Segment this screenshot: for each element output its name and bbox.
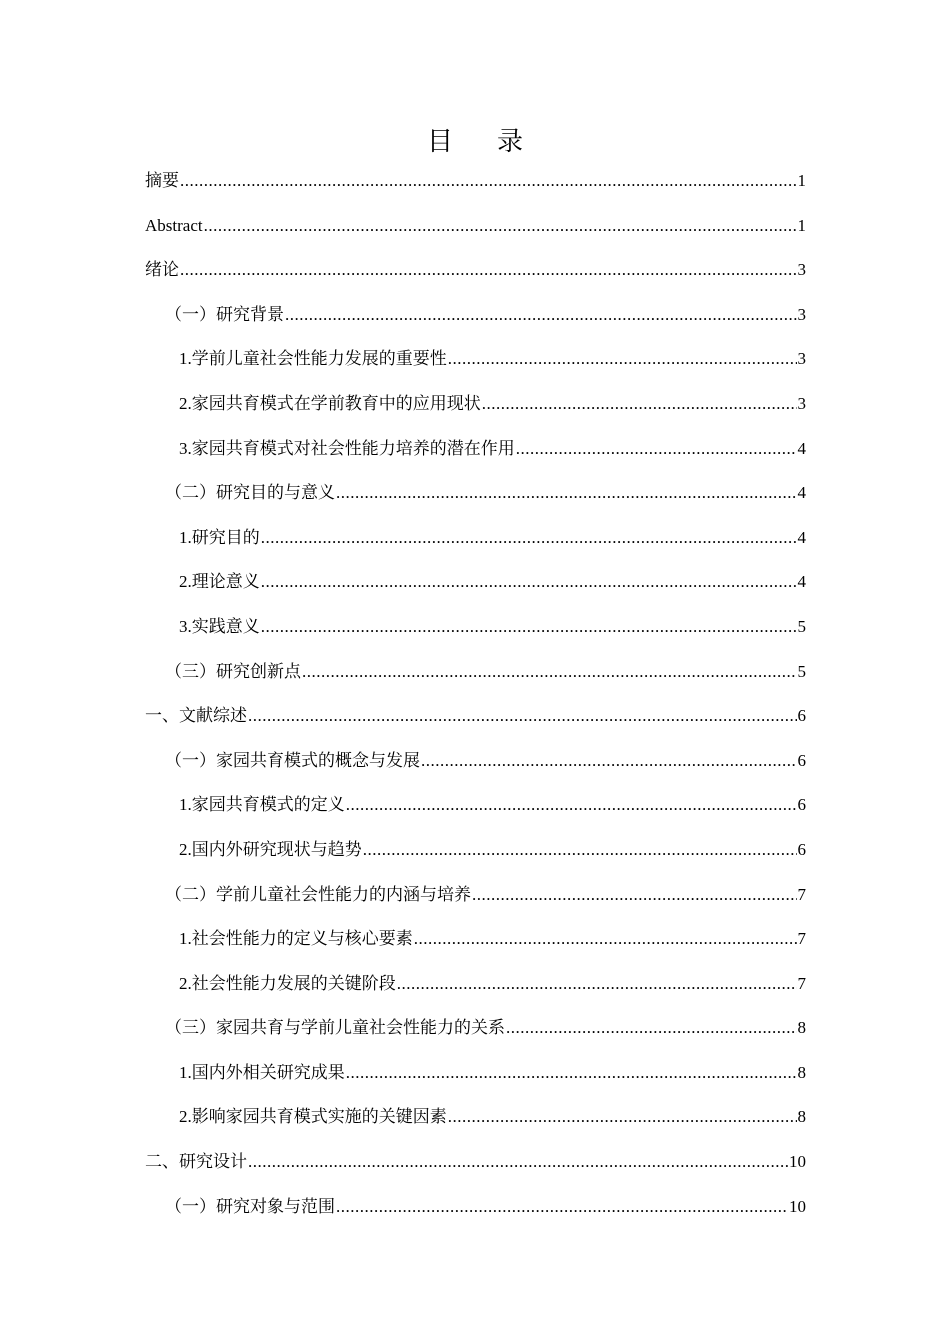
toc-entry-label: （二）研究目的与意义	[165, 483, 335, 503]
toc-entry-label: 1.研究目的	[179, 527, 260, 547]
toc-entry[interactable]	[145, 257, 806, 302]
toc-leader-dots	[421, 748, 797, 774]
toc-entry-page-number: 4	[797, 572, 806, 592]
toc-title: 目录	[426, 127, 567, 157]
toc-entry-page-number: 8	[797, 1062, 806, 1082]
toc-entry-label: 2.影响家园共育模式实施的关键因素	[179, 1107, 447, 1127]
toc-entry-page-number: 7	[797, 929, 806, 949]
toc-entry-label: （三）家园共育与学前儿童社会性能力的关系	[165, 1018, 505, 1038]
toc-entry-label: 1.国内外相关研究成果	[179, 1062, 345, 1082]
toc-entry-label: 2.家园共育模式在学前教育中的应用现状	[179, 393, 481, 413]
toc-entry[interactable]	[145, 1194, 806, 1239]
toc-entry-label: 二、研究设计	[145, 1152, 247, 1172]
toc-leader-dots	[363, 837, 797, 863]
toc-leader-dots	[397, 971, 797, 997]
toc-entry[interactable]	[145, 391, 806, 436]
toc-leader-dots	[261, 614, 797, 640]
toc-entry-page-number: 4	[797, 527, 806, 547]
toc-entry-page-number: 3	[797, 260, 806, 280]
toc-leader-dots	[346, 792, 797, 818]
toc-entry-page-number: 8	[797, 1107, 806, 1127]
toc-entry[interactable]	[145, 213, 806, 258]
toc-entry-label: （一）研究背景	[165, 304, 284, 324]
toc-entry-page-number: 6	[797, 750, 806, 770]
toc-leader-dots	[448, 346, 797, 372]
toc-entry-page-number: 10	[789, 1152, 806, 1172]
toc-entry[interactable]	[145, 748, 806, 793]
toc-entry-page-number: 4	[797, 483, 806, 503]
toc-leader-dots	[516, 436, 797, 462]
toc-entry-page-number: 5	[797, 661, 806, 681]
toc-leader-dots	[248, 703, 797, 729]
toc-leader-dots	[248, 1149, 788, 1175]
toc-entry[interactable]	[145, 346, 806, 391]
toc-entry-page-number: 4	[797, 438, 806, 458]
toc-entry[interactable]	[145, 703, 806, 748]
toc-entry[interactable]	[145, 302, 806, 347]
toc-leader-dots	[346, 1060, 797, 1086]
toc-entry-page-number: 6	[797, 839, 806, 859]
toc-entry-label: 1.家园共育模式的定义	[179, 795, 345, 815]
toc-entry-label: 1.学前儿童社会性能力发展的重要性	[179, 349, 447, 369]
toc-entry-page-number: 6	[797, 795, 806, 815]
toc-entry-label: 2.社会性能力发展的关键阶段	[179, 973, 396, 993]
toc-entry[interactable]	[145, 659, 806, 704]
toc-entry-label: （一）家园共育模式的概念与发展	[165, 750, 420, 770]
toc-entry-label: 2.国内外研究现状与趋势	[179, 839, 362, 859]
toc-entry-label: 3.实践意义	[179, 616, 260, 636]
toc-list	[145, 168, 806, 1238]
toc-entry-label: （一）研究对象与范围	[165, 1196, 335, 1216]
toc-leader-dots	[180, 168, 797, 194]
toc-leader-dots	[336, 1194, 788, 1220]
toc-entry[interactable]	[145, 971, 806, 1016]
toc-entry-label: 1.社会性能力的定义与核心要素	[179, 929, 413, 949]
toc-entry[interactable]	[145, 525, 806, 570]
toc-entry-page-number: 3	[797, 304, 806, 324]
toc-entry[interactable]	[145, 614, 806, 659]
toc-leader-dots	[448, 1104, 797, 1130]
toc-leader-dots	[414, 926, 797, 952]
toc-entry-label: Abstract	[145, 215, 203, 235]
toc-entry-page-number: 10	[789, 1196, 806, 1216]
toc-entry[interactable]	[145, 1015, 806, 1060]
toc-entry[interactable]	[145, 569, 806, 614]
toc-leader-dots	[261, 525, 797, 551]
toc-entry-page-number: 1	[797, 171, 806, 190]
toc-entry-page-number: 3	[797, 349, 806, 369]
toc-entry-label: 一、文献综述	[145, 706, 247, 726]
toc-leader-dots	[506, 1015, 797, 1041]
toc-entry-label: 3.家园共育模式对社会性能力培养的潜在作用	[179, 438, 515, 458]
toc-entry[interactable]	[145, 1060, 806, 1105]
toc-entry[interactable]	[145, 837, 806, 882]
toc-entry-page-number: 6	[797, 706, 806, 726]
toc-entry-label: 摘要	[145, 171, 179, 190]
toc-leader-dots	[302, 659, 797, 685]
toc-leader-dots	[204, 213, 797, 239]
toc-entry-label: 绪论	[145, 260, 179, 280]
toc-entry[interactable]	[145, 168, 806, 213]
toc-entry[interactable]	[145, 480, 806, 525]
toc-leader-dots	[472, 882, 797, 908]
toc-leader-dots	[482, 391, 797, 417]
toc-entry-page-number: 7	[797, 884, 806, 904]
toc-leader-dots	[180, 257, 797, 283]
toc-entry[interactable]	[145, 1104, 806, 1149]
toc-entry[interactable]	[145, 926, 806, 971]
toc-entry-page-number: 3	[797, 393, 806, 413]
toc-entry-page-number: 1	[797, 215, 806, 235]
toc-entry[interactable]	[145, 882, 806, 927]
toc-entry-page-number: 8	[797, 1018, 806, 1038]
toc-entry-label: （三）研究创新点	[165, 661, 301, 681]
toc-leader-dots	[285, 302, 797, 328]
toc-entry-page-number: 5	[797, 616, 806, 636]
toc-leader-dots	[336, 480, 797, 506]
toc-entry[interactable]	[145, 792, 806, 837]
toc-entry-page-number: 7	[797, 973, 806, 993]
toc-entry-label: （二）学前儿童社会性能力的内涵与培养	[165, 884, 471, 904]
toc-entry[interactable]	[145, 1149, 806, 1194]
toc-leader-dots	[261, 569, 797, 595]
toc-entry-label: 2.理论意义	[179, 572, 260, 592]
toc-entry[interactable]	[145, 436, 806, 481]
